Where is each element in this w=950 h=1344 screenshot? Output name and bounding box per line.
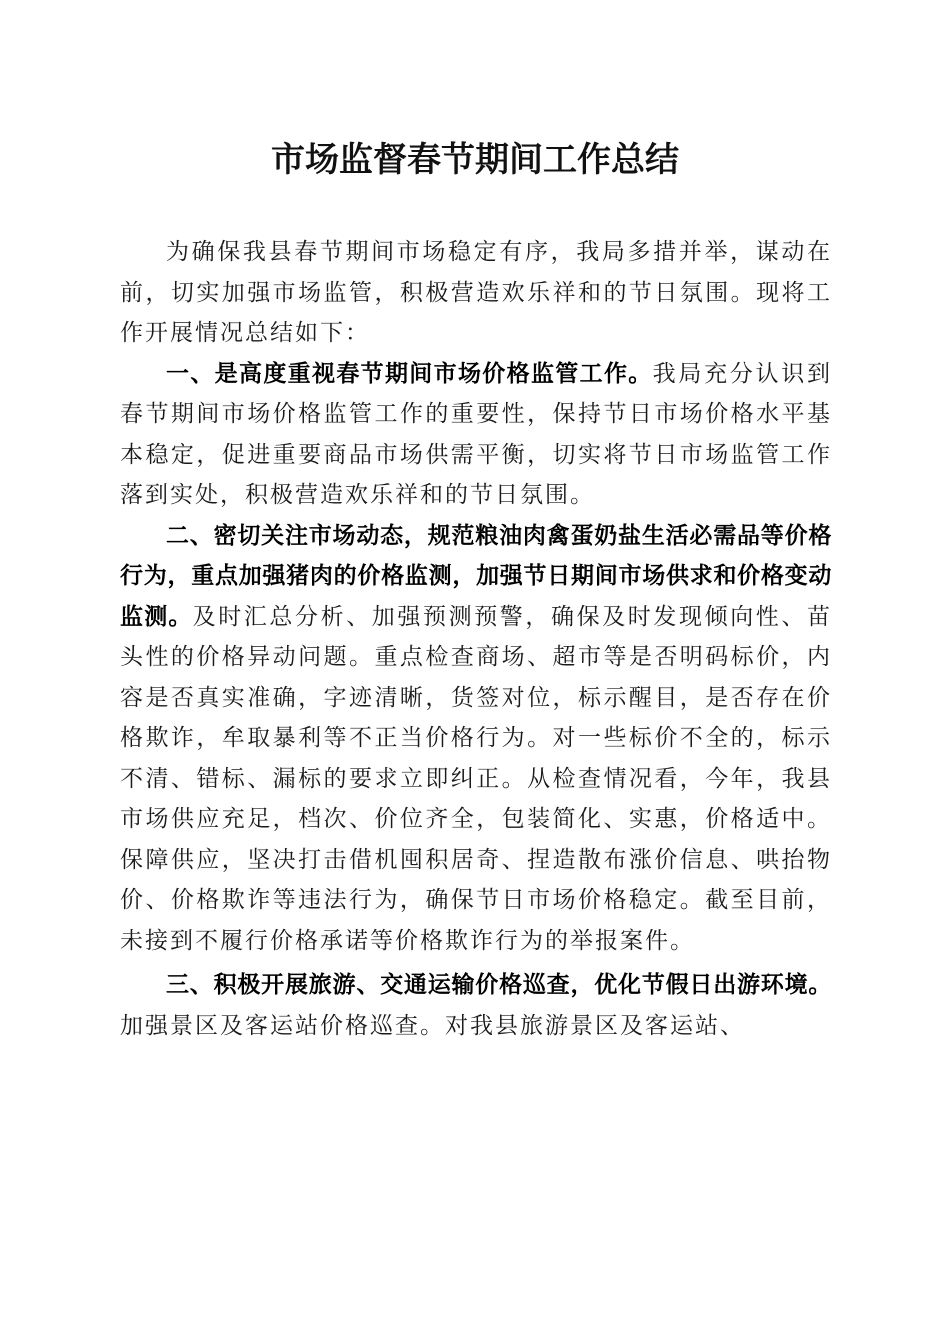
section-2-heading: 二、密切关注市场动态，规范粮油肉禽蛋奶盐生活必需品等价格行为，重点加强猪肉的价格监测，加强节日期间市场供求和价格变动监测。 bbox=[120, 522, 832, 630]
section-1-heading: 一、是高度重视春节期间市场价格监管工作。 bbox=[166, 360, 653, 387]
document-body bbox=[120, 232, 832, 1046]
section-2-paragraph bbox=[120, 516, 832, 962]
section-3-body: 加强景区及客运站价格巡查。对我县旅游景区及客运站、 bbox=[120, 1012, 745, 1039]
document-title: 市场监督春节期间工作总结 bbox=[271, 140, 679, 180]
section-3-heading: 三、积极开展旅游、交通运输价格巡查，优化节假日出游环境。 bbox=[166, 972, 832, 998]
section-1-body: 我局充分认识到春节期间市场价格监管工作的重要性，保持节日市场价格水平基本稳定，促进重要商品市场供需平衡，切实将节日市场监管工作落到实处，积极营造欢乐祥和的节日氛围。 bbox=[120, 360, 833, 508]
intro-paragraph: 为确保我县春节期间市场稳定有序，我局多措并举，谋动在前，切实加强市场监管，积极营造欢乐祥和的节日氛围。现将工作开展情况总结如下： bbox=[120, 239, 832, 346]
section-3-paragraph bbox=[120, 965, 832, 1046]
section-2-body: 及时汇总分析、加强预测预警，确保及时发现倾向性、苗头性的价格异动问题。重点检查商场、超市等是否明码标价，内容是否真实准确，字迹清晰，货签对位，标示醒目，是否存在价格欺诈，牟取暴利等不正当价格行为。对一些标价不全的，标示不清、错标、漏标的要求立即纠正。从检查情况看，今年，我县市场供应充足，档次、价位齐全，包装简化、实惠，价格适中。保障供应，坚决打击借机囤积居奇、捏造散布涨价信息、哄抬物价、价格欺诈等违法行为，确保节日市场价格稳定。截至目前，未接到不履行价格承诺等价格欺诈行为的举报案件。 bbox=[120, 603, 832, 954]
section-1-paragraph bbox=[120, 354, 832, 516]
